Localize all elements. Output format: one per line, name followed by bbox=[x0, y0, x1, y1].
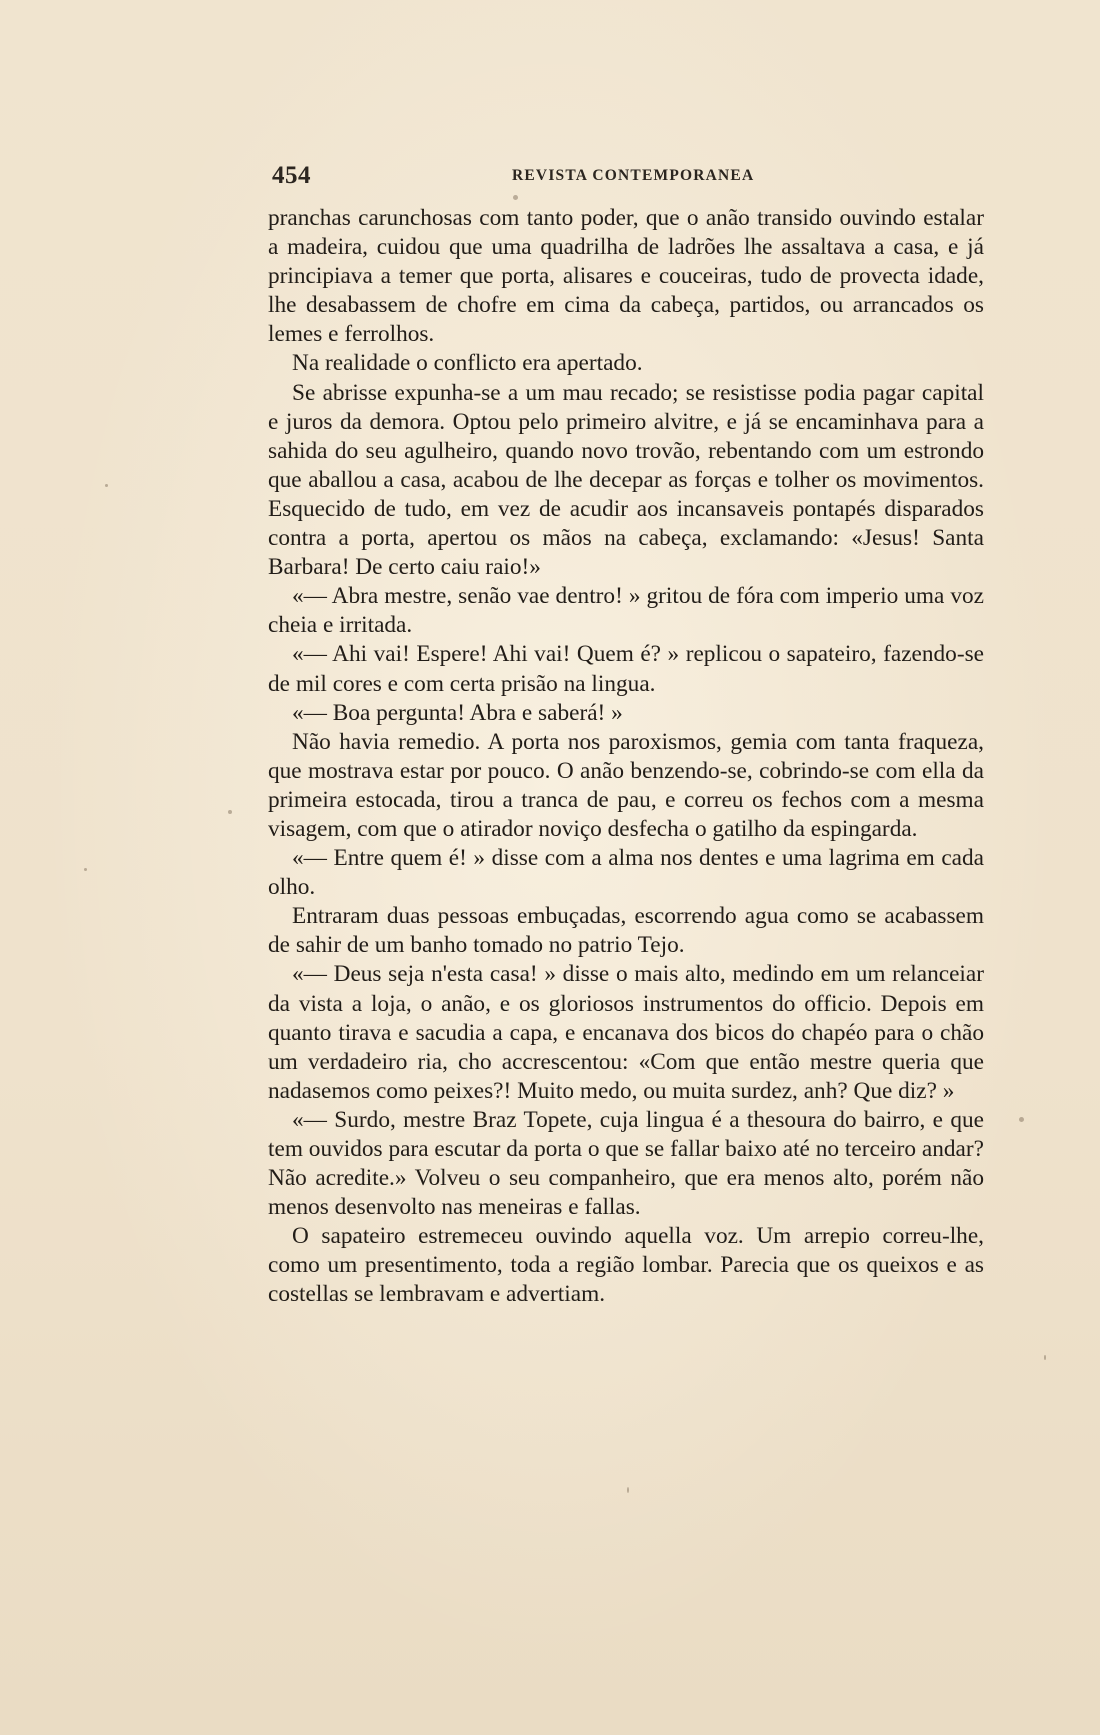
paragraph: «— Boa pergunta! Abra e saberá! » bbox=[292, 699, 623, 726]
ink-speck bbox=[84, 868, 87, 871]
ink-speck bbox=[627, 1487, 629, 1493]
paragraph: «— Deus seja n'esta casa! » disse o mais alto, medindo em um relanceiar da vista a loja, o anão, e os gloriosos instrumentos do officio. Depois em quanto tirava e sacudia a capa, e encanava dos bicos do chapéo para o chão um verdadeiro ria, cho accrescentou: «Com que então mestre queria que nadasemos como peixes?! Muito medo, ou muita surdez, anh? Que diz? » bbox=[268, 961, 984, 1104]
ink-speck bbox=[228, 810, 232, 814]
ink-speck bbox=[513, 195, 518, 200]
page-number: 454 bbox=[272, 162, 311, 189]
paragraph: Não havia remedio. A porta nos paroxismos, gemia com tanta fraqueza, que mostrava estar por pouco. O anão benzendo-se, cobrindo-se com ella da primeira estocada, tirou a tranca de pau, e correu os fechos com a mesma visagem, com que o atirador noviço desfecha o gatilho da espingarda. bbox=[268, 728, 984, 842]
paragraph: Na realidade o conflicto era apertado. bbox=[292, 350, 643, 377]
ink-speck bbox=[1044, 1355, 1046, 1360]
paragraph: «— Ahi vai! Espere! Ahi vai! Quem é? » replicou o sapateiro, fazendo-se de mil cores e com certa prisão na lingua. bbox=[268, 641, 984, 697]
paragraph: pranchas carunchosas com tanto poder, que o anão transido ouvindo estalar a madeira, cuidou que uma quadrilha de ladrões lhe assaltava a casa, e já principiava a temer que porta, alisares e couceiras, tudo de provecta idade, lhe desabassem de chofre em cima da cabeça, partidos, ou arrancados os lemes e ferrolhos. bbox=[268, 205, 984, 348]
paragraph: Se abrisse expunha-se a um mau recado; se resistisse podia pagar capital e juros da demora. Optou pelo primeiro alvitre, e já se encaminhava para a sahida do seu agulheiro, quando novo trovão, rebentando com um estrondo que aballou a casa, acabou de lhe decepar as forças e tolher os movimentos. Esquecido de tudo, em vez de acudir aos incansaveis pontapés disparados contra a porta, apertou os mãos na cabeça, exclamando: «Jesus! Santa Barbara! De certo caiu raio!» bbox=[268, 379, 984, 581]
paragraph: Entraram duas pessoas embuçadas, escorrendo agua como se acabassem de sahir de um banho tomado no patrio Tejo. bbox=[268, 903, 984, 959]
paragraph: «— Entre quem é! » disse com a alma nos dentes e uma lagrima em cada olho. bbox=[268, 845, 984, 901]
ink-speck bbox=[105, 484, 108, 487]
running-title: REVISTA CONTEMPORANEA bbox=[512, 167, 755, 184]
paragraph: O sapateiro estremeceu ouvindo aquella voz. Um arrepio correu-lhe, como um presentimento, toda a região lombar. Parecia que os queixos e as costellas se lembravam e advertiam. bbox=[268, 1223, 984, 1308]
paragraph: «— Surdo, mestre Braz Topete, cuja lingua é a thesoura do bairro, e que tem ouvidos para escutar da porta o que se fallar baixo até no terceiro andar? Não acredite.» Volveu o seu companheiro, que era menos alto, porém não menos desenvolto nas meneiras e fallas. bbox=[268, 1106, 984, 1221]
ink-speck bbox=[1019, 1117, 1024, 1122]
page-header bbox=[272, 162, 988, 190]
paragraph: «— Abra mestre, senão vae dentro! » gritou de fóra com imperio uma voz cheia e irritada. bbox=[268, 583, 984, 639]
body-text bbox=[268, 204, 984, 1310]
